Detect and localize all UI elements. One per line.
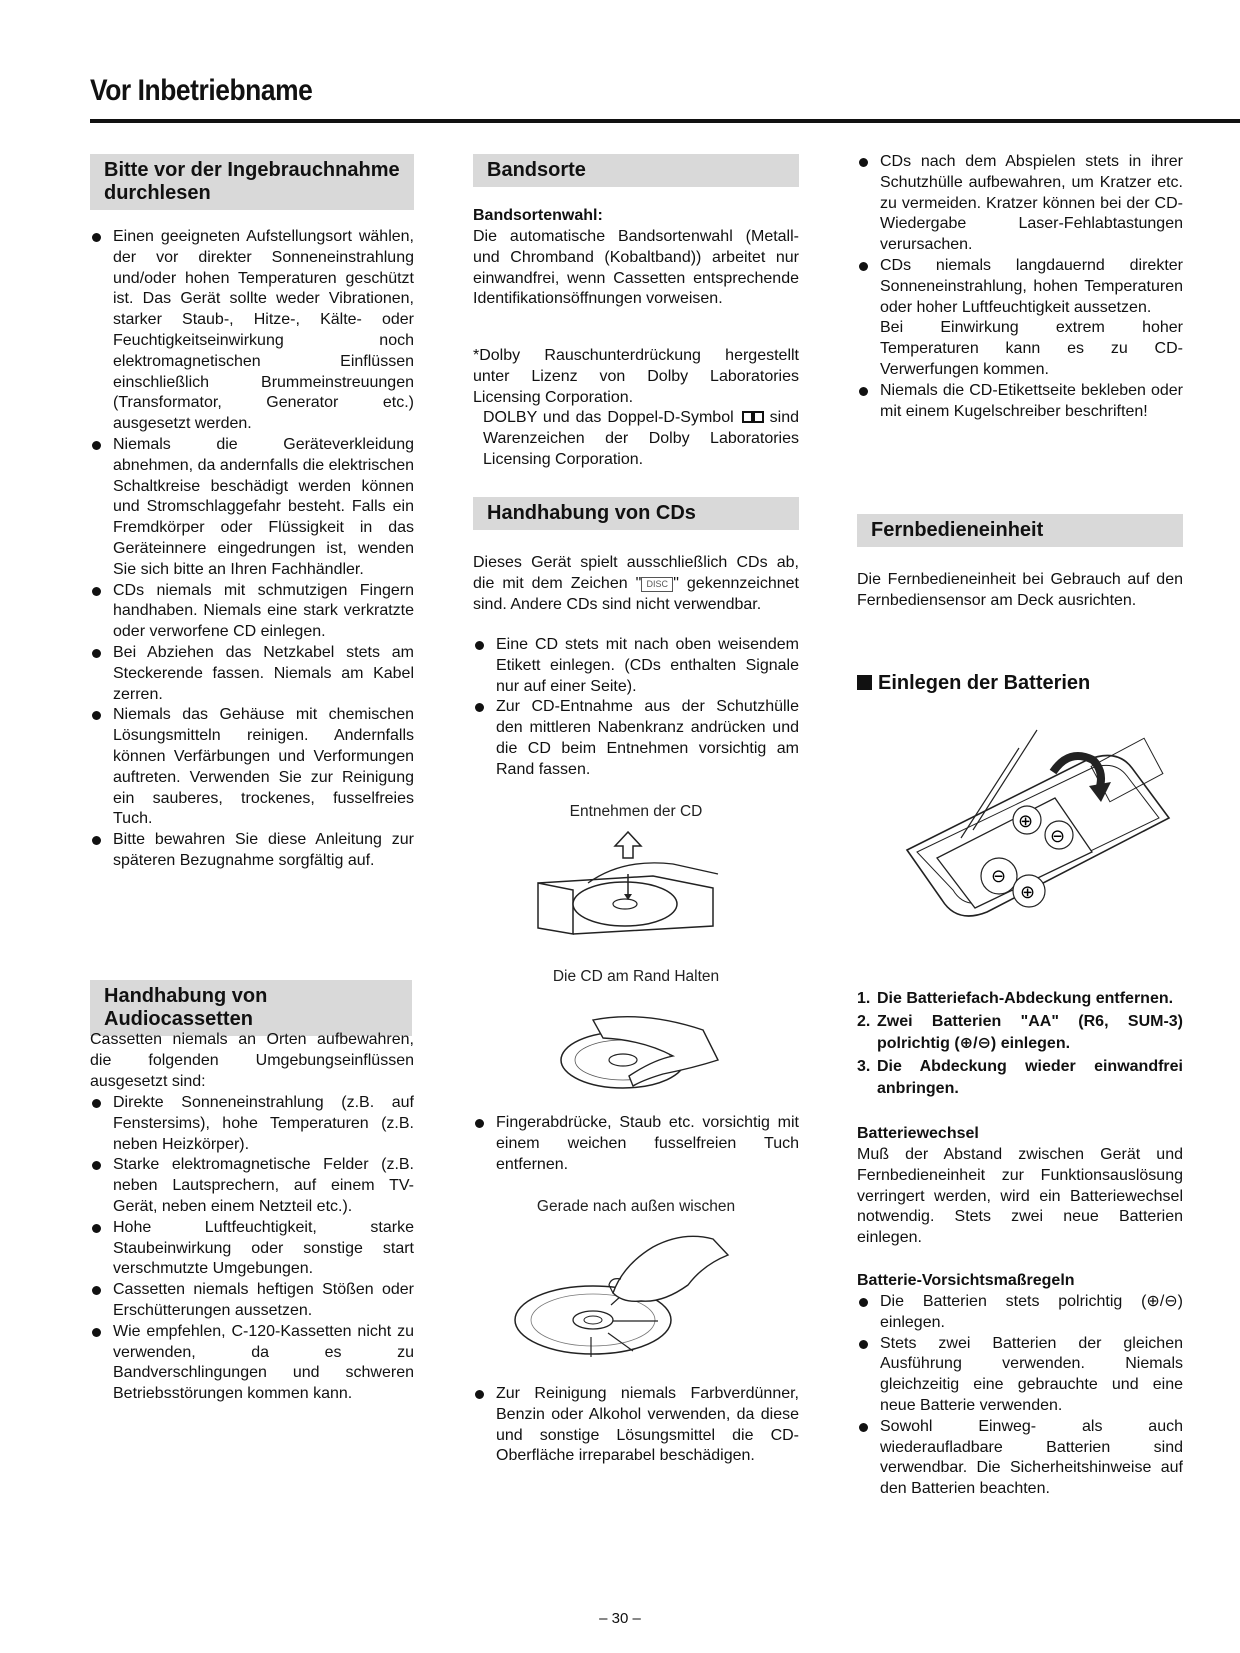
battery-caution-heading: Batterie-Vorsichtsmaßregeln (857, 1272, 1075, 1289)
list-item: Einen geeigneten Aufstellungsort wählen, der vor direkter Sonneneinstrahlung und/oder hohen Temperaturen geschützt ist. Das Gerät sollte weder Vibrationen, starker Staub-, Hitze-, Kälte- oder Feuchtigkeitseinwirkung noch elektromagnetischen Einflüssen einschließlich Brummeinstreuungen (Transformator, Generator etc.) ausgesetzt werden. (90, 227, 414, 435)
list-item: CDs nach dem Abspielen stets in ihrer Schutzhülle aufbewahren, um Kratzer etc. zu vermeiden. Kratzer können bei der CD-Wiedergabe Laser-Fehlabtastungen verursachen. (857, 152, 1183, 256)
list-item: Bitte bewahren Sie diese Anleitung zur späteren Bezugnahme sorgfältig auf. (90, 830, 414, 872)
page-title: Vor Inbetriebname (90, 74, 313, 107)
list-item: Cassetten niemals heftigen Stößen oder Erschütterungen aussetzen. (90, 1280, 414, 1322)
read-first-list (90, 227, 414, 872)
svg-text:⊖: ⊖ (991, 866, 1007, 887)
list-item: Zur CD-Entnahme aus der Schutzhülle den mittleren Nabenkranz andrücken und die CD beim Entnehmen vorsichtig am Rand fassen. (473, 697, 799, 780)
list-item: CDs niemals langdauernd direkter Sonneneinstrahlung, hohen Temperaturen oder hoher Luftfeuchtigkeit aussetzen. Bei Einwirkung extrem hoher Temperaturen kann es zu CD-Verwerfungen kommen. (857, 256, 1183, 381)
page-number: – 30 – (599, 1610, 641, 1627)
cd-cleaning-list (473, 1113, 799, 1175)
cassette-list (90, 1093, 414, 1405)
step-item: 1. Die Batteriefach-Abdeckung entfernen. (857, 990, 1174, 1007)
step-item: 3. Die Abdeckung wieder einwandfrei anbringen. (857, 1057, 1183, 1097)
remote-text: Die Fernbedieneinheit bei Gebrauch auf den Fernbediensensor am Deck ausrichten. (857, 571, 1183, 609)
cd-storage-list (857, 152, 1183, 422)
list-item: Zur Reinigung niemals Farbverdünner, Benzin oder Alkohol verwenden, da diese und sonstige Lösungsmittel die CD-Oberfläche irreparabel beschädigen. (473, 1384, 799, 1467)
tape-type-text: Die automatische Bandsortenwahl (Metall- und Chromband (Kobaltband)) arbeitet nur einwandfrei, wenn Cassetten entsprechende Identifikationsöffnungen vorweisen. (473, 228, 799, 308)
caption-wipe-outward: Gerade nach außen wischen (536, 1198, 736, 1215)
list-item: Stets zwei Batterien der gleichen Ausführung verwenden. Niemals gleichzeitig eine gebrauchte und eine neue Batterie verwenden. (857, 1334, 1183, 1417)
list-item: Hohe Luftfeuchtigkeit, starke Staubeinwirkung oder sonstige start verschmutzte Umgebungen. (90, 1218, 414, 1280)
list-item: Bei Abziehen das Netzkabel stets am Steckerende fassen. Niemals am Kabel zerren. (90, 643, 414, 705)
tape-type-subheading: Bandsortenwahl: (473, 207, 603, 224)
list-item: Die Batterien stets polrichtig (⊕/⊖) einlegen. (857, 1292, 1183, 1334)
battery-change-text: Muß der Abstand zwischen Gerät und Fernbedieneinheit zur Funktionsauslösung verringert werden, wird ein Batteriewechsel notwendig. Stets zwei neue Batterien einlegen. (857, 1146, 1183, 1247)
hold-cd-illustration (553, 1000, 723, 1100)
cd-intro: Dieses Gerät spielt ausschließlich CDs ab, die mit dem Zeichen " DISC " gekennzeichnet sind. Andere CDs sind nicht verwendbar. (473, 554, 799, 613)
compact-disc-logo-icon: DISC (641, 577, 673, 592)
list-item: Niemals die Geräteverkleidung abnehmen, da andernfalls die elektrischen Schaltkreise beschädigt werden können und Stromschlaggefahr besteht. Falls ein Fremdkörper oder Flüssigkeit in das Geräteinnere eingedrungen ist, wenden Sie sich bitte an Ihren Fachhändler. (90, 435, 414, 581)
cd-solvent-list (473, 1384, 799, 1467)
step-item: 2. Zwei Batterien "AA" (R6, SUM-3) polrichtig (⊕/⊖) einlegen. (857, 1012, 1183, 1052)
svg-text:⊕: ⊕ (1020, 882, 1036, 903)
svg-text:⊕: ⊕ (1018, 811, 1034, 832)
dolby-note-2: DOLBY und das Doppel-D-Symbol sind Warenzeichen der Dolby Laboratories Licensing Corporation. (483, 409, 799, 468)
caption-remove-cd: Entnehmen der CD (569, 803, 703, 820)
battery-change-heading: Batteriewechsel (857, 1125, 979, 1142)
title-rule (90, 119, 1240, 123)
dolby-double-d-icon (740, 409, 764, 426)
list-item: Direkte Sonneneinstrahlung (z.B. auf Fenstersims), hohe Temperaturen (z.B. neben Heizkörper). (90, 1093, 414, 1155)
caption-hold-cd-edge: Die CD am Rand Halten (552, 968, 720, 985)
svg-text:⊖: ⊖ (1050, 826, 1066, 847)
list-item: Niemals das Gehäuse mit chemischen Lösungsmitteln reinigen. Andernfalls können Verfärbungen und Verformungen auftreten. Verwenden Sie zur Reinigung ein sauberes, trockenes, fusselfreies Tuch. (90, 705, 414, 830)
remove-cd-illustration (533, 828, 723, 940)
list-item: Starke elektromagnetische Felder (z.B. neben Lautsprechern, auf einem TV-Gerät, neben einem Netzteil etc.). (90, 1155, 414, 1217)
battery-caution-list (857, 1292, 1183, 1500)
list-item: Eine CD stets mit nach oben weisendem Etikett einlegen. (CDs enthalten Signale nur auf einer Seite). (473, 635, 799, 697)
section-heading-cd-handling: Handhabung von CDs (473, 497, 799, 530)
list-item: Niemals die CD-Etikettseite bekleben oder mit einem Kugelschreiber beschriften! (857, 381, 1183, 423)
list-item: Sowohl Einweg- als auch wiederaufladbare Batterien sind verwendbar. Die Sicherheitshinweise auf den Batterien beachten. (857, 1417, 1183, 1500)
dolby-note-1: *Dolby Rauschunterdrückung hergestellt unter Lizenz von Dolby Laboratories Licensing Corporation. (473, 347, 799, 406)
battery-insert-illustration (887, 720, 1177, 920)
battery-steps (857, 988, 1183, 1101)
wipe-cd-illustration (513, 1225, 743, 1360)
section-heading-audio-cassettes: Handhabung von Audiocassetten (90, 980, 412, 1036)
list-item: CDs niemals mit schmutzigen Fingern handhaben. Niemals eine stark verkratzte oder verworfene CD einlegen. (90, 581, 414, 643)
section-heading-read-first: Bitte vor der Ingebrauchnahme durchlesen (90, 154, 414, 210)
batteries-heading: Einlegen der Batterien (857, 673, 1090, 694)
square-bullet-icon (857, 675, 872, 690)
list-item: Wie empfehlen, C-120-Kassetten nicht zu verwenden, da es zu Bandverschlingungen und schweren Betriebsstörungen kommen kann. (90, 1322, 414, 1405)
cassette-intro: Cassetten niemals an Orten aufbewahren, die folgenden Umgebungseinflüssen ausgesetzt sind: (90, 1031, 414, 1090)
list-item: Fingerabdrücke, Staub etc. vorsichtig mit einem weichen fusselfreien Tuch entfernen. (473, 1113, 799, 1175)
section-heading-remote: Fernbedieneinheit (857, 514, 1183, 547)
cd-list (473, 635, 799, 781)
section-heading-tape-type: Bandsorte (473, 154, 799, 187)
